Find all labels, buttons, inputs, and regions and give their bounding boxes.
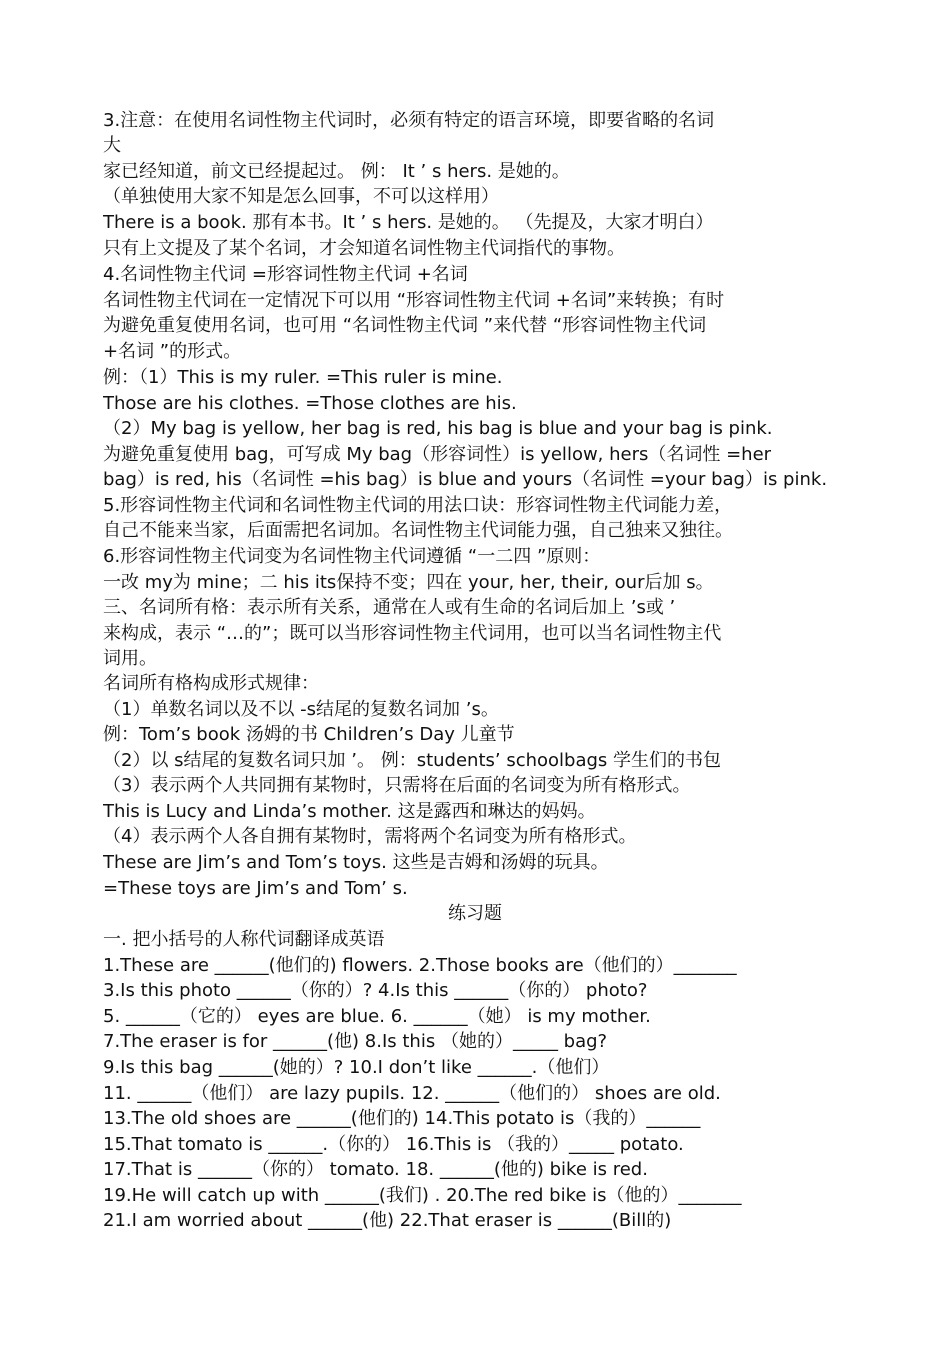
text-line: There is a book. 那有本书。It ’ s hers. 是她的。 （先提及，大家才明白） xyxy=(103,212,714,233)
exercise-row: 15.That tomato is ______.（你的） 16.This is （我的）_____ potato. xyxy=(103,1134,684,1155)
text-line: 一改 my为 mine；二 his its保持不变；四在 your, her, their, our后加 s。 xyxy=(103,572,714,593)
text-line: +名词 ”的形式。 xyxy=(103,341,242,362)
rule-line: （4）表示两个人各自拥有某物时，需将两个名词变为所有格形式。 xyxy=(103,826,637,847)
exercise-row: 19.He will catch up with ______(我们) . 20.The red bike is（他的）_______ xyxy=(103,1185,742,1206)
rule-line: （2）以 s结尾的复数名词只加 ’。 例：students’ schoolbags 学生们的书包 xyxy=(103,750,722,771)
example-line: =These toys are Jim’s and Tom’ s. xyxy=(103,878,408,899)
exercise-row: 3.Is this photo ______（你的）? 4.Is this ______（你的） photo? xyxy=(103,980,648,1001)
example-line: 例：（1）This is my ruler. =This ruler is mine. xyxy=(103,367,503,388)
exercise-row: 11. ______（他们） are lazy pupils. 12. ______（他们的） shoes are old. xyxy=(103,1083,721,1104)
section-heading: 三、名词所有格：表示所有关系，通常在人或有生命的名词后加上 ’s或 ’ xyxy=(103,597,676,618)
text-line: 为避免重复使用名词，也可用 “名词性物主代词 ”来代替 “形容词性物主代词 xyxy=(103,315,707,336)
example-line: 例：Tom’s book 汤姆的书 Children’s Day 儿童节 xyxy=(103,724,515,745)
example-line: Those are his clothes. =Those clothes are his. xyxy=(103,393,517,414)
text-line: 只有上文提及了某个名词，才会知道名词性物主代词指代的事物。 xyxy=(103,238,625,259)
exercise-instruction: 一. 把小括号的人称代词翻译成英语 xyxy=(103,929,385,950)
exercise-row: 1.These are ______(他们的) flowers. 2.Those books are（他们的）_______ xyxy=(103,955,737,976)
text-line: 大 xyxy=(103,135,121,156)
text-line: （单独使用大家不知是怎么回事，不可以这样用） xyxy=(103,186,499,207)
section-heading: 4.名词性物主代词 =形容词性物主代词 +名词 xyxy=(103,264,468,285)
exercise-row: 7.The eraser is for ______(他) 8.Is this （她的）_____ bag? xyxy=(103,1031,608,1052)
text-line: 来构成，表示 “…的”；既可以当形容词性物主代词用，也可以当名词性物主代 xyxy=(103,623,722,644)
text-line: 词用。 xyxy=(103,648,157,669)
text-line: 家已经知道，前文已经提起过。 例： It ’ s hers. 是她的。 xyxy=(103,161,570,182)
text-line: 名词所有格构成形式规律： xyxy=(103,673,319,694)
exercise-row: 13.The old shoes are ______(他们的) 14.This potato is（我的）______ xyxy=(103,1108,701,1129)
example-line: These are Jim’s and Tom’s toys. 这些是吉姆和汤姆的玩具。 xyxy=(103,852,609,873)
example-line: （2）My bag is yellow, her bag is red, his bag is blue and your bag is pink. xyxy=(103,418,773,439)
example-line: This is Lucy and Linda’s mother. 这是露西和琳达的妈妈。 xyxy=(103,801,596,822)
text-line: 自己不能来当家，后面需把名词加。名词性物主代词能力强，自己独来又独往。 xyxy=(103,520,733,541)
text-line: 为避免重复使用 bag，可写成 My bag（形容词性）is yellow, hers（名词性 =her xyxy=(103,444,772,465)
text-line: 名词性物主代词在一定情况下可以用 “形容词性物主代词 +名词”来转换；有时 xyxy=(103,290,725,311)
rule-line: （1）单数名词以及不以 -s结尾的复数名词加 ’s。 xyxy=(103,699,499,720)
section-heading: 6.形容词性物主代词变为名词性物主代词遵循 “一二四 ”原则： xyxy=(103,546,601,567)
exercise-title: 练习题 xyxy=(448,903,502,924)
exercise-row: 17.That is ______（你的） tomato. 18. ______(他的) bike is red. xyxy=(103,1159,648,1180)
rule-line: （3）表示两个人共同拥有某物时，只需将在后面的名词变为所有格形式。 xyxy=(103,775,691,796)
section-heading: 5.形容词性物主代词和名词性物主代词的用法口诀：形容词性物主代词能力差， xyxy=(103,495,733,516)
text-line: bag）is red, his（名词性 =his bag）is blue and yours（名词性 =your bag）is pink. xyxy=(103,469,828,490)
exercise-row: 9.Is this bag ______(她的）? 10.I don’t like ______.（他们） xyxy=(103,1057,610,1078)
exercise-row: 5. ______（它的） eyes are blue. 6. ______（她） is my mother. xyxy=(103,1006,651,1027)
exercise-row: 21.I am worried about ______(他) 22.That eraser is ______(Bill的) xyxy=(103,1210,672,1231)
text-line: 3.注意：在使用名词性物主代词时，必须有特定的语言环境，即要省略的名词 xyxy=(103,110,715,131)
